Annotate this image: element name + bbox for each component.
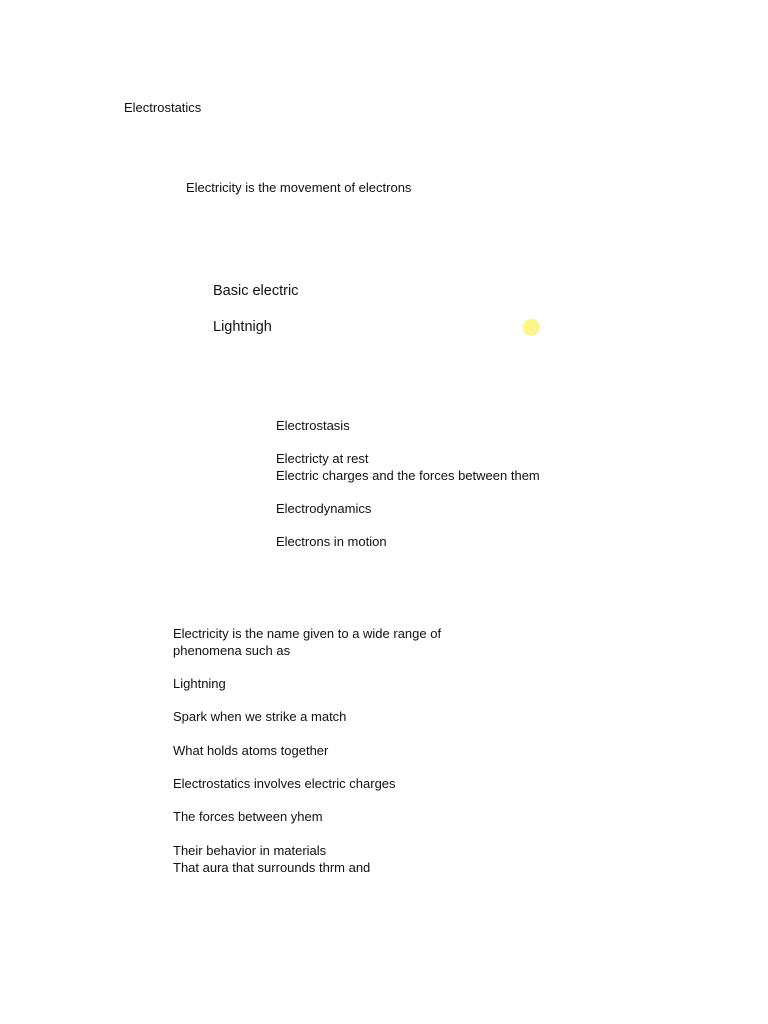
document-title: Electrostatics <box>124 100 202 115</box>
outline-item: Electricty at rest <box>276 451 369 466</box>
note-line: Their behavior in materials <box>173 843 327 858</box>
intro-text: Electricity is the movement of electrons <box>186 180 412 195</box>
heading-basic-electric: Basic electric <box>213 283 299 299</box>
note-line: What holds atoms together <box>173 743 329 758</box>
outline-item: Electrons in motion <box>276 534 387 549</box>
highlight-dot-icon <box>523 319 540 336</box>
note-line: Spark when we strike a match <box>173 709 347 724</box>
note-line: Lightning <box>173 676 226 691</box>
note-line: Electrostatics involves electric charges <box>173 776 396 791</box>
outline-item: Electric charges and the forces between them <box>276 468 540 483</box>
outline-item: Electrostasis <box>276 418 350 433</box>
note-line: That aura that surrounds thrm and <box>173 860 371 875</box>
heading-lightning: Lightnigh <box>213 319 272 335</box>
note-line: The forces between yhem <box>173 809 323 824</box>
outline-item: Electrodynamics <box>276 501 372 516</box>
note-line: Electricity is the name given to a wide range of <box>173 626 442 641</box>
note-line: phenomena such as <box>173 643 291 658</box>
